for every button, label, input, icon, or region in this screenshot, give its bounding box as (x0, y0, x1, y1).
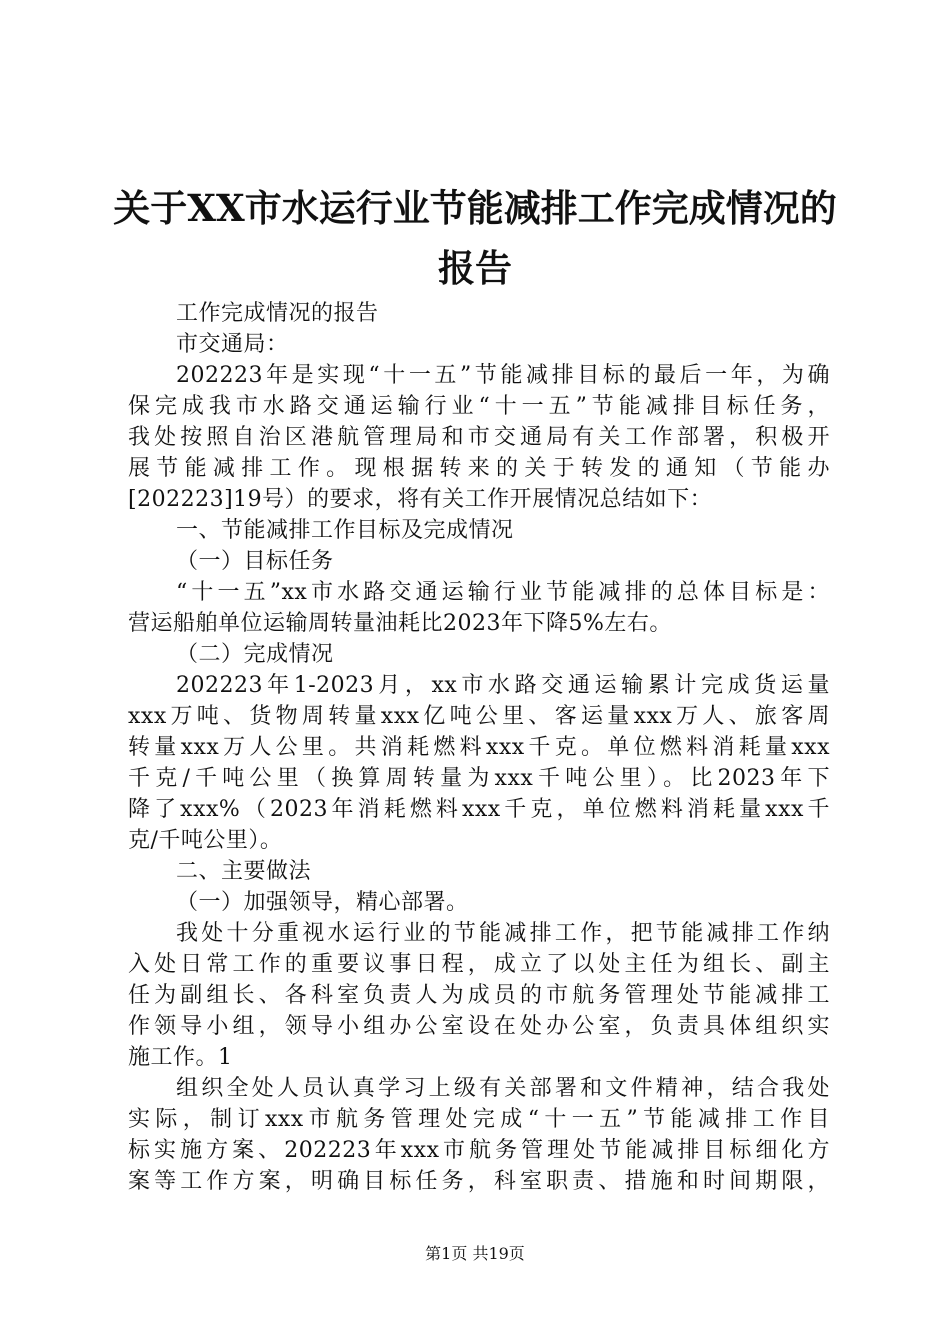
subsection-heading: （一）目标任务 (176, 549, 334, 574)
document-title-line-2: 报告 (438, 246, 512, 290)
paragraph-line: 施工作。1 (128, 1045, 233, 1070)
paragraph-line: 展节能减排工作。现根据转来的关于转发的通知（节能办 (128, 456, 830, 481)
paragraph-line: 降了xxx%（2023年消耗燃料xxx千克，单位燃料消耗量xxx千 (128, 797, 830, 822)
paragraph-line: 组织全处人员认真学习上级有关部署和文件精神，结合我处 (176, 1076, 830, 1101)
paragraph-line: 202223年是实现“十一五”节能减排目标的最后一年，为确 (176, 363, 830, 388)
paragraph-line: 保完成我市水路交通运输行业“十一五”节能减排目标任务， (128, 394, 830, 419)
subsection-heading: （一）加强领导，精心部署。 (176, 890, 469, 915)
page-number-footer: 第1页 共19页 (425, 1244, 525, 1263)
paragraph-line: xxx万吨、货物周转量xxx亿吨公里、客运量xxx万人、旅客周 (128, 704, 830, 729)
paragraph-line: 市交通局： (176, 332, 289, 357)
paragraph-line: 标实施方案、202223年xxx市航务管理处节能减排目标细化方 (128, 1138, 830, 1163)
document-body (128, 298, 830, 1197)
section-heading: 一、节能减排工作目标及完成情况 (176, 518, 514, 543)
paragraph-line: 实际，制订xxx市航务管理处完成“十一五”节能减排工作目 (128, 1107, 830, 1132)
paragraph-line: 转量xxx万人公里。共消耗燃料xxx千克。单位燃料消耗量xxx (128, 735, 830, 760)
paragraph-line: 我处按照自治区港航管理局和市交通局有关工作部署，积极开 (128, 425, 830, 450)
paragraph-line: 克/千吨公里）。 (128, 828, 283, 853)
paragraph-line: [202223]19号）的要求，将有关工作开展情况总结如下： (128, 487, 713, 512)
subsection-heading: （二）完成情况 (176, 642, 334, 667)
section-heading: 二、主要做法 (176, 859, 312, 884)
paragraph-line: 任为副组长、各科室负责人为成员的市航务管理处节能减排工 (128, 983, 830, 1008)
document-title-line-1: 关于XX市水运行业节能减排工作完成情况的 (113, 186, 837, 230)
paragraph-line: 作领导小组，领导小组办公室设在处办公室，负责具体组织实 (128, 1014, 830, 1039)
paragraph-line: 我处十分重视水运行业的节能减排工作，把节能减排工作纳 (176, 921, 830, 946)
paragraph-line: 千克/千吨公里（换算周转量为xxx千吨公里）。比2023年下 (128, 766, 830, 791)
paragraph-line: 工作完成情况的报告 (176, 301, 379, 326)
paragraph-line: 202223年1-2023月，xx市水路交通运输累计完成货运量 (176, 673, 830, 698)
paragraph-line: 入处日常工作的重要议事日程，成立了以处主任为组长、副主 (128, 952, 830, 977)
paragraph-line: “十一五”xx市水路交通运输行业节能减排的总体目标是： (176, 580, 830, 605)
paragraph-line: 营运船舶单位运输周转量油耗比2023年下降5%左右。 (128, 611, 672, 636)
paragraph-line: 案等工作方案，明确目标任务，科室职责、措施和时间期限， (128, 1169, 830, 1194)
